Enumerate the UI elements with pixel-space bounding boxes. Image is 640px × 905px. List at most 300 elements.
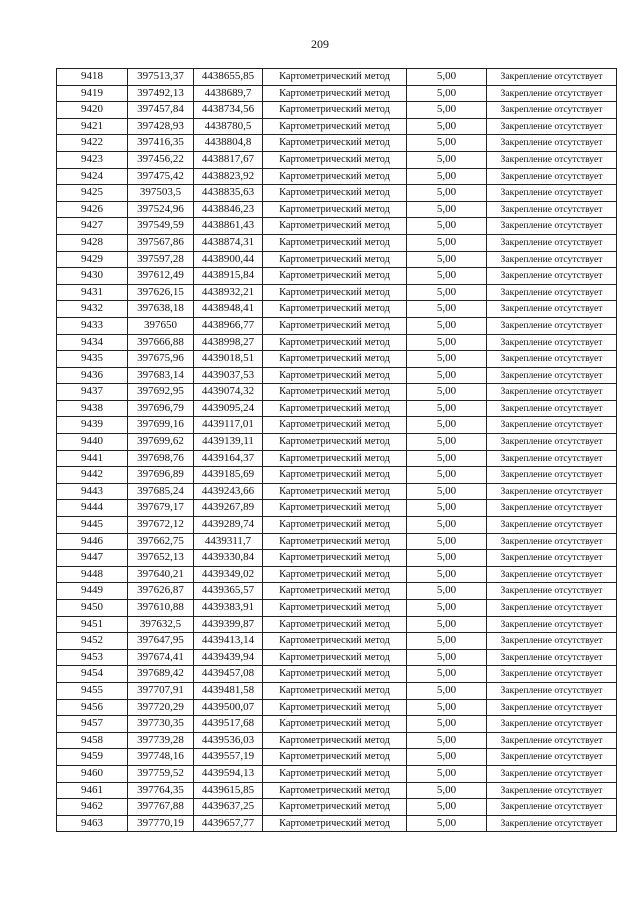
y-coordinate-cell: 4439095,24 [194,400,263,417]
method-cell: Картометрический метод [263,799,407,816]
method-cell: Картометрический метод [263,550,407,567]
table-row [57,749,617,766]
method-cell: Картометрический метод [263,699,407,716]
fixation-cell: Закрепление отсутствует [487,168,617,185]
point-number-cell: 9462 [57,799,128,816]
table-row [57,334,617,351]
x-coordinate-cell: 397696,89 [128,467,194,484]
fixation-cell: Закрепление отсутствует [487,583,617,600]
y-coordinate-cell: 4438900,44 [194,251,263,268]
method-cell: Картометрический метод [263,749,407,766]
method-cell: Картометрический метод [263,517,407,534]
y-coordinate-cell: 4439439,94 [194,649,263,666]
y-coordinate-cell: 4439637,25 [194,799,263,816]
method-cell: Картометрический метод [263,450,407,467]
table-row [57,782,617,799]
y-coordinate-cell: 4439139,11 [194,434,263,451]
method-cell: Картометрический метод [263,815,407,832]
table-row [57,483,617,500]
accuracy-cell: 5,00 [407,815,487,832]
fixation-cell: Закрепление отсутствует [487,69,617,86]
table-row [57,799,617,816]
x-coordinate-cell: 397524,96 [128,201,194,218]
accuracy-cell: 5,00 [407,384,487,401]
point-number-cell: 9431 [57,284,128,301]
method-cell: Картометрический метод [263,234,407,251]
x-coordinate-cell: 397759,52 [128,765,194,782]
fixation-cell: Закрепление отсутствует [487,201,617,218]
fixation-cell: Закрепление отсутствует [487,450,617,467]
point-number-cell: 9438 [57,400,128,417]
y-coordinate-cell: 4439500,07 [194,699,263,716]
point-number-cell: 9452 [57,633,128,650]
y-coordinate-cell: 4438998,27 [194,334,263,351]
x-coordinate-cell: 397679,17 [128,500,194,517]
method-cell: Картометрический метод [263,384,407,401]
x-coordinate-cell: 397739,28 [128,732,194,749]
x-coordinate-cell: 397612,49 [128,268,194,285]
method-cell: Картометрический метод [263,716,407,733]
point-number-cell: 9434 [57,334,128,351]
accuracy-cell: 5,00 [407,600,487,617]
point-number-cell: 9422 [57,135,128,152]
x-coordinate-cell: 397638,18 [128,301,194,318]
table-row [57,434,617,451]
point-number-cell: 9423 [57,151,128,168]
method-cell: Картометрический метод [263,201,407,218]
fixation-cell: Закрепление отсутствует [487,765,617,782]
accuracy-cell: 5,00 [407,716,487,733]
y-coordinate-cell: 4438734,56 [194,102,263,119]
fixation-cell: Закрепление отсутствует [487,118,617,135]
method-cell: Картометрический метод [263,69,407,86]
point-number-cell: 9428 [57,234,128,251]
point-number-cell: 9451 [57,616,128,633]
method-cell: Картометрический метод [263,102,407,119]
fixation-cell: Закрепление отсутствует [487,533,617,550]
y-coordinate-cell: 4439349,02 [194,566,263,583]
point-number-cell: 9419 [57,85,128,102]
x-coordinate-cell: 397730,35 [128,716,194,733]
fixation-cell: Закрепление отсутствует [487,649,617,666]
table-row [57,367,617,384]
accuracy-cell: 5,00 [407,185,487,202]
accuracy-cell: 5,00 [407,85,487,102]
point-number-cell: 9421 [57,118,128,135]
x-coordinate-cell: 397652,13 [128,550,194,567]
accuracy-cell: 5,00 [407,732,487,749]
accuracy-cell: 5,00 [407,450,487,467]
table-row [57,234,617,251]
table-row [57,417,617,434]
fixation-cell: Закрепление отсутствует [487,483,617,500]
point-number-cell: 9447 [57,550,128,567]
y-coordinate-cell: 4439018,51 [194,351,263,368]
table-row [57,168,617,185]
accuracy-cell: 5,00 [407,483,487,500]
method-cell: Картометрический метод [263,218,407,235]
accuracy-cell: 5,00 [407,649,487,666]
table-row [57,682,617,699]
accuracy-cell: 5,00 [407,69,487,86]
method-cell: Картометрический метод [263,367,407,384]
accuracy-cell: 5,00 [407,334,487,351]
method-cell: Картометрический метод [263,666,407,683]
x-coordinate-cell: 397597,28 [128,251,194,268]
fixation-cell: Закрепление отсутствует [487,417,617,434]
fixation-cell: Закрепление отсутствует [487,616,617,633]
method-cell: Картометрический метод [263,135,407,152]
point-number-cell: 9418 [57,69,128,86]
x-coordinate-cell: 397492,13 [128,85,194,102]
accuracy-cell: 5,00 [407,351,487,368]
x-coordinate-cell: 397689,42 [128,666,194,683]
table-row [57,815,617,832]
point-number-cell: 9453 [57,649,128,666]
table-row [57,301,617,318]
point-number-cell: 9454 [57,666,128,683]
fixation-cell: Закрепление отсутствует [487,782,617,799]
x-coordinate-cell: 397764,35 [128,782,194,799]
page-number: 209 [311,37,329,51]
table-row [57,649,617,666]
point-number-cell: 9446 [57,533,128,550]
method-cell: Картометрический метод [263,417,407,434]
y-coordinate-cell: 4438804,8 [194,135,263,152]
point-number-cell: 9432 [57,301,128,318]
table-row [57,533,617,550]
x-coordinate-cell: 397640,21 [128,566,194,583]
method-cell: Картометрический метод [263,533,407,550]
x-coordinate-cell: 397662,75 [128,533,194,550]
fixation-cell: Закрепление отсутствует [487,334,617,351]
fixation-cell: Закрепление отсутствует [487,434,617,451]
fixation-cell: Закрепление отсутствует [487,384,617,401]
x-coordinate-cell: 397567,86 [128,234,194,251]
accuracy-cell: 5,00 [407,218,487,235]
x-coordinate-cell: 397698,76 [128,450,194,467]
point-number-cell: 9437 [57,384,128,401]
x-coordinate-cell: 397666,88 [128,334,194,351]
fixation-cell: Закрепление отсутствует [487,815,617,832]
fixation-cell: Закрепление отсутствует [487,467,617,484]
y-coordinate-cell: 4439517,68 [194,716,263,733]
accuracy-cell: 5,00 [407,467,487,484]
fixation-cell: Закрепление отсутствует [487,400,617,417]
accuracy-cell: 5,00 [407,517,487,534]
accuracy-cell: 5,00 [407,434,487,451]
point-number-cell: 9460 [57,765,128,782]
table-row [57,268,617,285]
x-coordinate-cell: 397632,5 [128,616,194,633]
point-number-cell: 9424 [57,168,128,185]
table-row [57,118,617,135]
y-coordinate-cell: 4439383,91 [194,600,263,617]
method-cell: Картометрический метод [263,118,407,135]
table-row [57,251,617,268]
accuracy-cell: 5,00 [407,367,487,384]
coordinates-table-body [57,69,617,832]
y-coordinate-cell: 4438823,92 [194,168,263,185]
fixation-cell: Закрепление отсутствует [487,251,617,268]
accuracy-cell: 5,00 [407,533,487,550]
accuracy-cell: 5,00 [407,616,487,633]
accuracy-cell: 5,00 [407,566,487,583]
method-cell: Картометрический метод [263,400,407,417]
x-coordinate-cell: 397674,41 [128,649,194,666]
point-number-cell: 9445 [57,517,128,534]
method-cell: Картометрический метод [263,583,407,600]
x-coordinate-cell: 397475,42 [128,168,194,185]
y-coordinate-cell: 4439557,19 [194,749,263,766]
accuracy-cell: 5,00 [407,799,487,816]
fixation-cell: Закрепление отсутствует [487,600,617,617]
accuracy-cell: 5,00 [407,550,487,567]
x-coordinate-cell: 397428,93 [128,118,194,135]
x-coordinate-cell: 397683,14 [128,367,194,384]
table-row [57,467,617,484]
table-row [57,151,617,168]
fixation-cell: Закрепление отсутствует [487,317,617,334]
fixation-cell: Закрепление отсутствует [487,799,617,816]
fixation-cell: Закрепление отсутствует [487,351,617,368]
table-row [57,284,617,301]
x-coordinate-cell: 397626,15 [128,284,194,301]
x-coordinate-cell: 397699,16 [128,417,194,434]
table-row [57,185,617,202]
point-number-cell: 9458 [57,732,128,749]
method-cell: Картометрический метод [263,616,407,633]
table-row [57,699,617,716]
accuracy-cell: 5,00 [407,301,487,318]
method-cell: Картометрический метод [263,765,407,782]
x-coordinate-cell: 397675,96 [128,351,194,368]
method-cell: Картометрический метод [263,317,407,334]
point-number-cell: 9440 [57,434,128,451]
point-number-cell: 9435 [57,351,128,368]
point-number-cell: 9455 [57,682,128,699]
table-row [57,85,617,102]
point-number-cell: 9444 [57,500,128,517]
fixation-cell: Закрепление отсутствует [487,732,617,749]
y-coordinate-cell: 4439399,87 [194,616,263,633]
fixation-cell: Закрепление отсутствует [487,716,617,733]
x-coordinate-cell: 397707,91 [128,682,194,699]
y-coordinate-cell: 4439164,37 [194,450,263,467]
point-number-cell: 9459 [57,749,128,766]
accuracy-cell: 5,00 [407,400,487,417]
fixation-cell: Закрепление отсутствует [487,517,617,534]
method-cell: Картометрический метод [263,483,407,500]
method-cell: Картометрический метод [263,351,407,368]
table-row [57,500,617,517]
point-number-cell: 9425 [57,185,128,202]
method-cell: Картометрический метод [263,284,407,301]
y-coordinate-cell: 4439311,7 [194,533,263,550]
y-coordinate-cell: 4438655,85 [194,69,263,86]
y-coordinate-cell: 4438780,5 [194,118,263,135]
accuracy-cell: 5,00 [407,102,487,119]
y-coordinate-cell: 4439413,14 [194,633,263,650]
point-number-cell: 9450 [57,600,128,617]
accuracy-cell: 5,00 [407,666,487,683]
method-cell: Картометрический метод [263,168,407,185]
fixation-cell: Закрепление отсутствует [487,284,617,301]
method-cell: Картометрический метод [263,600,407,617]
x-coordinate-cell: 397767,88 [128,799,194,816]
point-number-cell: 9430 [57,268,128,285]
y-coordinate-cell: 4438966,77 [194,317,263,334]
y-coordinate-cell: 4439615,85 [194,782,263,799]
x-coordinate-cell: 397748,16 [128,749,194,766]
y-coordinate-cell: 4438874,31 [194,234,263,251]
accuracy-cell: 5,00 [407,234,487,251]
method-cell: Картометрический метод [263,467,407,484]
y-coordinate-cell: 4438846,23 [194,201,263,218]
accuracy-cell: 5,00 [407,151,487,168]
y-coordinate-cell: 4439457,08 [194,666,263,683]
table-row [57,633,617,650]
fixation-cell: Закрепление отсутствует [487,85,617,102]
x-coordinate-cell: 397696,79 [128,400,194,417]
method-cell: Картометрический метод [263,566,407,583]
y-coordinate-cell: 4438817,67 [194,151,263,168]
point-number-cell: 9442 [57,467,128,484]
x-coordinate-cell: 397610,88 [128,600,194,617]
point-number-cell: 9441 [57,450,128,467]
accuracy-cell: 5,00 [407,251,487,268]
x-coordinate-cell: 397626,87 [128,583,194,600]
point-number-cell: 9439 [57,417,128,434]
method-cell: Картометрический метод [263,732,407,749]
y-coordinate-cell: 4439330,84 [194,550,263,567]
point-number-cell: 9443 [57,483,128,500]
y-coordinate-cell: 4439243,66 [194,483,263,500]
point-number-cell: 9463 [57,815,128,832]
table-row [57,765,617,782]
table-row [57,317,617,334]
table-row [57,566,617,583]
fixation-cell: Закрепление отсутствует [487,218,617,235]
method-cell: Картометрический метод [263,434,407,451]
method-cell: Картометрический метод [263,85,407,102]
y-coordinate-cell: 4439594,13 [194,765,263,782]
fixation-cell: Закрепление отсутствует [487,301,617,318]
fixation-cell: Закрепление отсутствует [487,633,617,650]
accuracy-cell: 5,00 [407,782,487,799]
x-coordinate-cell: 397456,22 [128,151,194,168]
point-number-cell: 9457 [57,716,128,733]
fixation-cell: Закрепление отсутствует [487,268,617,285]
y-coordinate-cell: 4439074,32 [194,384,263,401]
point-number-cell: 9429 [57,251,128,268]
accuracy-cell: 5,00 [407,633,487,650]
fixation-cell: Закрепление отсутствует [487,682,617,699]
x-coordinate-cell: 397692,95 [128,384,194,401]
accuracy-cell: 5,00 [407,749,487,766]
y-coordinate-cell: 4438861,43 [194,218,263,235]
y-coordinate-cell: 4438932,21 [194,284,263,301]
table-row [57,616,617,633]
table-row [57,351,617,368]
accuracy-cell: 5,00 [407,268,487,285]
fixation-cell: Закрепление отсутствует [487,566,617,583]
method-cell: Картометрический метод [263,633,407,650]
point-number-cell: 9436 [57,367,128,384]
table-row [57,218,617,235]
fixation-cell: Закрепление отсутствует [487,550,617,567]
y-coordinate-cell: 4438689,7 [194,85,263,102]
x-coordinate-cell: 397513,37 [128,69,194,86]
table-row [57,69,617,86]
method-cell: Картометрический метод [263,268,407,285]
fixation-cell: Закрепление отсутствует [487,102,617,119]
point-number-cell: 9448 [57,566,128,583]
fixation-cell: Закрепление отсутствует [487,185,617,202]
accuracy-cell: 5,00 [407,417,487,434]
y-coordinate-cell: 4439037,53 [194,367,263,384]
point-number-cell: 9433 [57,317,128,334]
y-coordinate-cell: 4439657,77 [194,815,263,832]
accuracy-cell: 5,00 [407,682,487,699]
y-coordinate-cell: 4439117,01 [194,417,263,434]
accuracy-cell: 5,00 [407,500,487,517]
point-number-cell: 9427 [57,218,128,235]
accuracy-cell: 5,00 [407,317,487,334]
table-row [57,135,617,152]
fixation-cell: Закрепление отсутствует [487,749,617,766]
table-row [57,600,617,617]
table-row [57,102,617,119]
accuracy-cell: 5,00 [407,284,487,301]
y-coordinate-cell: 4439365,57 [194,583,263,600]
accuracy-cell: 5,00 [407,765,487,782]
fixation-cell: Закрепление отсутствует [487,151,617,168]
table-row [57,583,617,600]
accuracy-cell: 5,00 [407,699,487,716]
x-coordinate-cell: 397672,12 [128,517,194,534]
method-cell: Картометрический метод [263,251,407,268]
x-coordinate-cell: 397650 [128,317,194,334]
method-cell: Картометрический метод [263,185,407,202]
method-cell: Картометрический метод [263,782,407,799]
x-coordinate-cell: 397770,19 [128,815,194,832]
method-cell: Картометрический метод [263,500,407,517]
point-number-cell: 9461 [57,782,128,799]
table-row [57,716,617,733]
x-coordinate-cell: 397647,95 [128,633,194,650]
table-row [57,384,617,401]
accuracy-cell: 5,00 [407,201,487,218]
fixation-cell: Закрепление отсутствует [487,699,617,716]
y-coordinate-cell: 4438835,63 [194,185,263,202]
table-row [57,400,617,417]
table-row [57,517,617,534]
y-coordinate-cell: 4438915,84 [194,268,263,285]
accuracy-cell: 5,00 [407,168,487,185]
fixation-cell: Закрепление отсутствует [487,367,617,384]
table-row [57,732,617,749]
y-coordinate-cell: 4439289,74 [194,517,263,534]
x-coordinate-cell: 397416,35 [128,135,194,152]
fixation-cell: Закрепление отсутствует [487,666,617,683]
fixation-cell: Закрепление отсутствует [487,135,617,152]
x-coordinate-cell: 397503,5 [128,185,194,202]
x-coordinate-cell: 397685,24 [128,483,194,500]
x-coordinate-cell: 397720,29 [128,699,194,716]
fixation-cell: Закрепление отсутствует [487,234,617,251]
point-number-cell: 9456 [57,699,128,716]
